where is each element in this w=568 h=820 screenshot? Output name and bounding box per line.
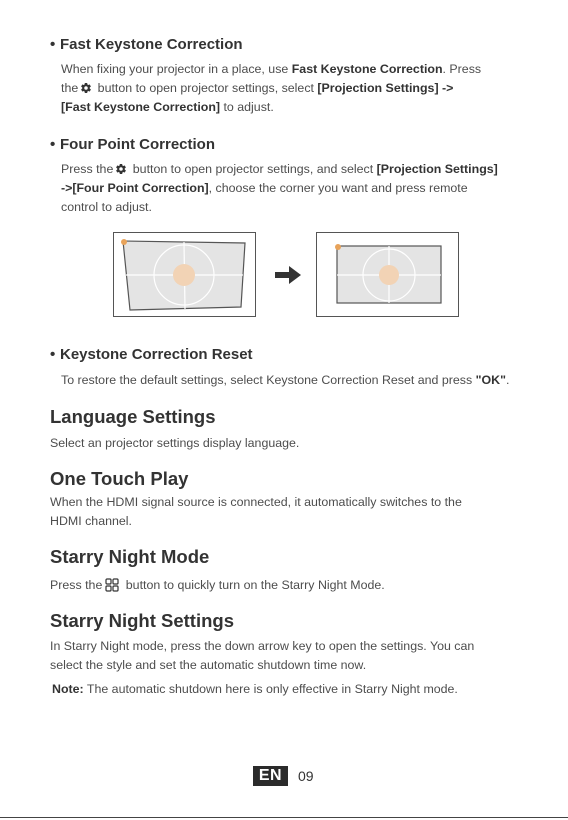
arrow-right-icon bbox=[273, 265, 303, 285]
text-line bbox=[52, 682, 458, 696]
text-run: button to quickly turn on the Starry Night Mode. bbox=[122, 578, 385, 592]
center-dot bbox=[173, 264, 195, 286]
text-line: In Starry Night mode, press the down arrow key to open the settings. You can bbox=[50, 639, 475, 653]
fast-keystone-title: Fast Keystone Correction bbox=[60, 36, 243, 53]
text-line: control to adjust. bbox=[61, 200, 152, 214]
text-line: When the HDMI signal source is connected, it automatically switches to the bbox=[50, 495, 462, 509]
skewed-screen-illustration bbox=[114, 233, 255, 316]
corner-marker bbox=[121, 239, 127, 245]
text-run: , choose the corner you want and press remote bbox=[208, 181, 468, 195]
text-run: the bbox=[61, 81, 79, 95]
before-correction-figure bbox=[113, 232, 256, 317]
corner-marker bbox=[335, 244, 341, 250]
note-text: The automatic shutdown here is only effective in Starry Night mode. bbox=[83, 682, 458, 696]
fast-keystone-text bbox=[61, 60, 481, 117]
four-point-text bbox=[61, 160, 498, 217]
keystone-reset-text bbox=[61, 371, 509, 390]
keystone-reset-title: Keystone Correction Reset bbox=[60, 346, 253, 363]
starry-night-mode-text bbox=[50, 576, 385, 595]
four-point-title: Four Point Correction bbox=[60, 136, 215, 153]
text-line bbox=[61, 100, 274, 114]
keystone-reset-heading bbox=[50, 346, 253, 363]
language-settings-text bbox=[50, 434, 299, 453]
bold-term: [Fast Keystone Correction] bbox=[61, 100, 221, 114]
corrected-screen-illustration bbox=[317, 233, 458, 316]
text-line bbox=[61, 62, 481, 76]
bullet: • bbox=[50, 36, 56, 53]
language-badge: EN bbox=[253, 766, 288, 786]
text-line: Select an projector settings display language. bbox=[50, 436, 300, 450]
text-run: Press the bbox=[50, 578, 103, 592]
bullet: • bbox=[50, 136, 56, 153]
bold-term: ->[Four Point Correction] bbox=[61, 181, 209, 195]
text-run: To restore the default settings, select Keystone Correction Reset and press bbox=[61, 373, 476, 387]
bold-term: Fast Keystone Correction bbox=[291, 62, 443, 76]
text-run: . bbox=[505, 373, 510, 387]
bullet: • bbox=[50, 346, 56, 363]
starry-night-mode-title: Starry Night Mode bbox=[50, 546, 210, 567]
text-run: button to open projector settings, select bbox=[94, 81, 318, 95]
after-correction-figure bbox=[316, 232, 459, 317]
text-line bbox=[61, 81, 453, 95]
four-point-heading bbox=[50, 136, 215, 153]
gear-icon bbox=[115, 163, 127, 175]
bottom-divider bbox=[0, 817, 568, 818]
one-touch-play-text bbox=[50, 493, 462, 531]
starry-night-settings-text bbox=[50, 637, 474, 675]
text-line: HDMI channel. bbox=[50, 514, 132, 528]
text-line bbox=[61, 181, 468, 195]
center-dot bbox=[379, 265, 399, 285]
text-run: to adjust. bbox=[220, 100, 274, 114]
note-label: Note: bbox=[52, 682, 84, 696]
bold-term: "OK" bbox=[475, 373, 506, 387]
grid-button-icon bbox=[105, 578, 119, 592]
one-touch-play-title: One Touch Play bbox=[50, 468, 189, 489]
gear-icon bbox=[80, 82, 92, 94]
text-run: button to open projector settings, and select bbox=[129, 162, 377, 176]
starry-night-note bbox=[52, 680, 458, 699]
text-run: Press the bbox=[61, 162, 114, 176]
fast-keystone-heading bbox=[50, 36, 243, 53]
text-line bbox=[50, 578, 385, 592]
text-line bbox=[61, 373, 509, 387]
text-line: select the style and set the automatic shutdown time now. bbox=[50, 658, 367, 672]
page-number: 09 bbox=[298, 768, 314, 784]
text-line bbox=[61, 162, 498, 176]
text-run: When fixing your projector in a place, use bbox=[61, 62, 292, 76]
starry-night-settings-title: Starry Night Settings bbox=[50, 610, 234, 631]
language-settings-title: Language Settings bbox=[50, 406, 216, 427]
bold-term: [Projection Settings] -> bbox=[317, 81, 454, 95]
text-run: . Press bbox=[442, 62, 482, 76]
bold-term: [Projection Settings] bbox=[376, 162, 498, 176]
